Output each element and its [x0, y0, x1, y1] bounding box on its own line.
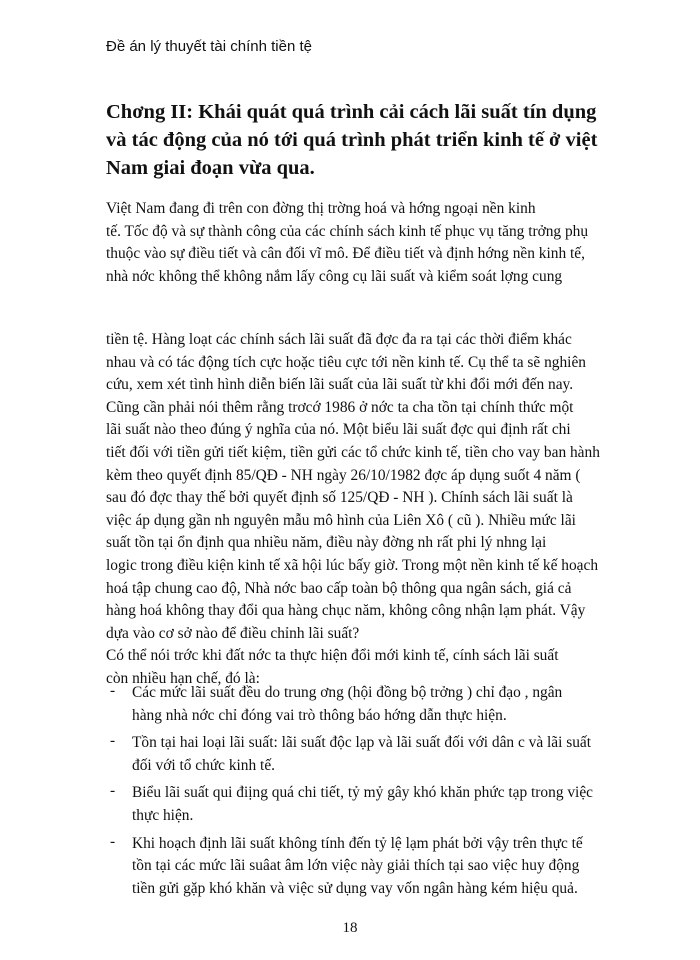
text-line: Khi hoạch định lãi suất không tính đến tỷ lệ lạm phát bởi vậy trên thực tế	[132, 834, 583, 852]
text-line: Tồn tại hai loại lãi suất: lãi suất độc lạp và lãi suất đối với dân c và lãi suất	[132, 734, 592, 752]
dash-bullet: -	[110, 732, 116, 750]
text-line: Các mức lãi suất đều do trung ơng (hội đồng bộ trởng ) chỉ đạo , ngân	[132, 684, 563, 701]
text-line: nhà nớc không thể không nắm lấy công cụ lãi suất và kiểm soát lợng cung	[106, 267, 563, 285]
text-line: tế. Tốc độ và sự thành công của các chính sách kinh tế phục vụ tăng trởng phụ	[106, 222, 589, 240]
text-line: tiền tệ. Hàng loạt các chính sách lãi suất đã đợc đa ra tại các thời điểm khác	[106, 331, 572, 348]
title-line: Nam giai đoạn vừa qua.	[106, 157, 315, 179]
text-line: dựa vào cơ sở nào để điều chỉnh lãi suất?	[106, 624, 360, 642]
chapter-title	[106, 98, 666, 182]
text-line: suất tồn tại ổn định qua nhiều năm, điều này đờng nh rất phi lý nhng lại	[106, 534, 547, 552]
text-line: kèm theo quyết định 85/QĐ - NH ngày 26/10/1982 đợc áp dụng suốt 4 năm (	[106, 466, 581, 484]
text-line: tiết đối với tiền gửi tiết kiệm, tiền gửi các tổ chức kinh tế, tiền cho vay ban hành	[106, 443, 600, 461]
text-line: hàng nhà nớc chỉ đóng vai trò thông báo hớng dẫn thực hiện.	[132, 706, 507, 724]
text-line: đối với tổ chức kinh tế.	[132, 756, 276, 774]
dash-bullet: -	[110, 782, 116, 800]
text-line: việc áp dụng gần nh nguyên mẫu mô hình của Liên Xô ( cũ ). Nhiều mức lãi	[106, 511, 576, 529]
text-line: Việt Nam đang đi trên con đờng thị trờng hoá và hớng ngoại nền kinh	[106, 200, 536, 217]
paragraph-main	[106, 329, 664, 691]
text-line: Biểu lãi suất qui điịng quá chi tiết, tỷ mỷ gây khó khăn phức tạp trong việc	[132, 784, 593, 802]
list-item	[106, 682, 664, 727]
list-item	[106, 782, 664, 827]
title-line: và tác động của nó tới quá trình phát triển kinh tế ở việt	[106, 129, 598, 151]
title-line: Chơng II: Khái quát quá trình cải cách lãi suất tín dụng	[106, 101, 597, 123]
dash-bullet: -	[110, 832, 116, 850]
text-line: hàng hoá không thay đổi qua hàng chục năm, không công nhận lạm phát. Vậy	[106, 602, 586, 620]
dash-bullet: -	[110, 682, 116, 699]
text-line: thực hiện.	[132, 806, 194, 824]
text-line: lãi suất nào theo đúng ý nghĩa của nó. Một biểu lãi suất đợc qui định rất chi	[106, 421, 571, 439]
text-line: nhau và có tác động tích cực hoặc tiêu cực tới nền kinh tế. Cụ thể ta sẽ nghiên	[106, 353, 586, 371]
text-line: hoá tập chung cao độ, Nhà nớc bao cấp toàn bộ thông qua ngân sách, giá cả	[106, 579, 572, 597]
paragraph-intro	[106, 198, 664, 288]
text-line: logic trong điều kiện kinh tế xã hội lúc bấy giờ. Trong một nền kinh tế kế hoạch	[106, 556, 599, 574]
text-line: tiền gửi gặp khó khăn và việc sử dụng vay vốn ngân hàng kém hiệu quả.	[132, 879, 578, 897]
text-line: Cũng cần phải nói thêm rằng trơcớ 1986 ở nớc ta cha tồn tại chính thức một	[106, 398, 574, 416]
page-number: 18	[342, 920, 358, 936]
limitations-list	[106, 682, 664, 905]
text-line: tồn tại các mức lãi suâat âm lớn việc này giải thích tại sao việc huy động	[132, 857, 580, 875]
text-line: thuộc vào sự điều tiết và cân đối vĩ mô. Để điều tiết và định hớng nền kinh tế,	[106, 245, 585, 263]
list-item	[106, 732, 664, 777]
text-line: sau đó đợc thay thế bởi quyết định số 125/QĐ - NH ). Chính sách lãi suất là	[106, 489, 573, 507]
list-item	[106, 833, 664, 901]
text-line: cứu, xem xét tình hình diễn biến lãi suất của lãi suất từ khi đổi mới đến nay.	[106, 376, 574, 394]
page-header: Đề án lý thuyết tài chính tiền tệ	[106, 38, 312, 55]
text-line: còn nhiều hạn chế, đó là:	[106, 669, 260, 687]
text-line: Có thể nói trớc khi đất nớc ta thực hiện đổi mới kinh tế, cính sách lãi suất	[106, 647, 559, 665]
